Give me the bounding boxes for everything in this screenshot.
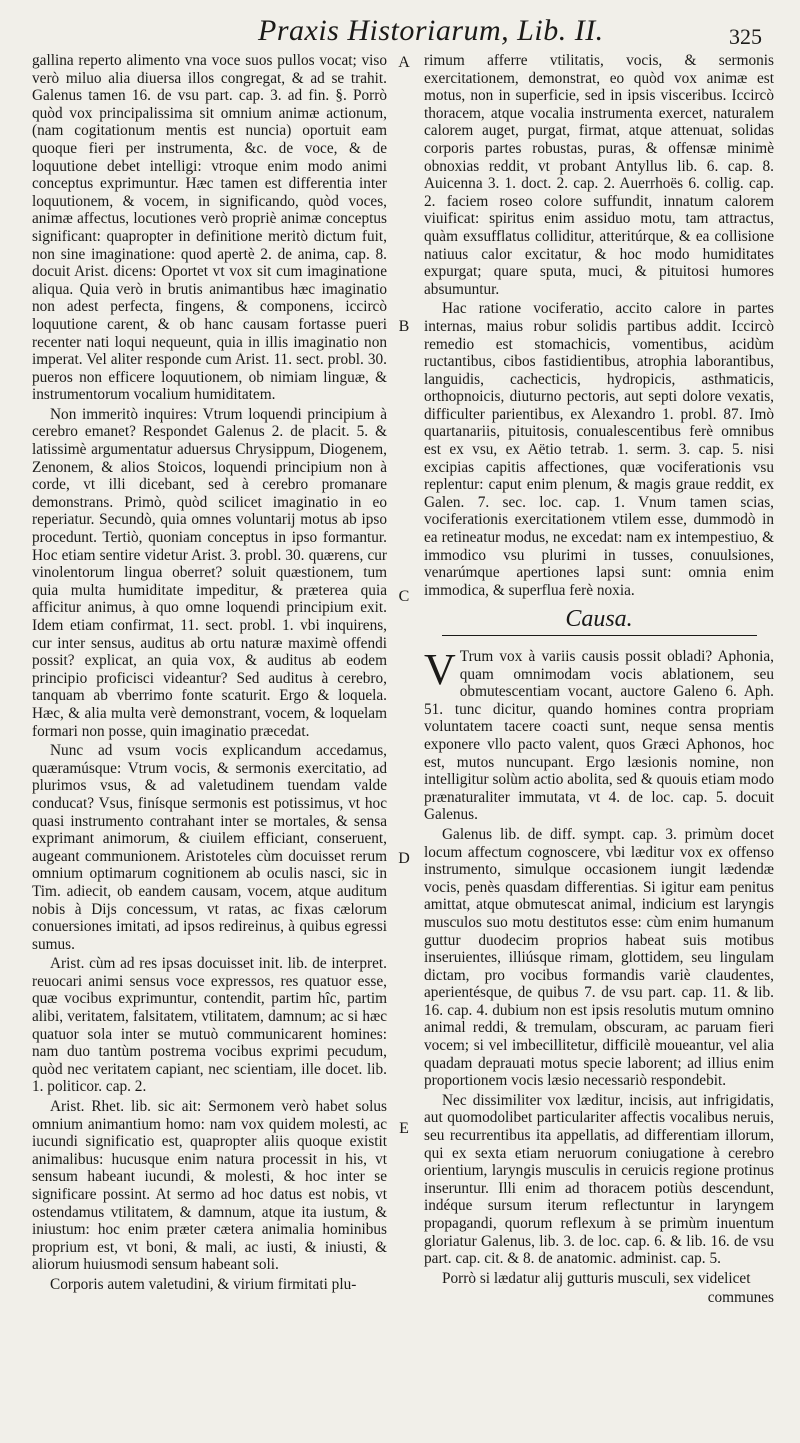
paragraph: Hac ratione vociferatio, accito calore in partes internas, maius robur solidis partibus addit. Iccircò remedio est stomachicis, vomentibus, acidùm ructantibus, cibos fastidientibus, atrophia laborantibus, languidis, cachecticis, hydropicis, asthmaticis, orthopnoicis, diuturno pectoris, aut septi dolore vexatis, difficulter parientibus, ex Alexandro 1. probl. 87. Imò quartanariis, pituitosis, conualescentibus ferè omnibus est ex vsu, ex Aëtio tetrab. 1. serm. 3. cap. 5. nisi excipias capitis affectiones, quæ vociferationis vsu replentur: caput enim plenum, & magis graue reddit, ex Galen. 7. sec. loc. cap. 1. Vnum tamen scias, vociferationis exercitationem vtilem esse, dummodò in ea retineatur modus, ne excedat: nam ex intempestiuo, & immodico vsu plurimi in tusses, conuulsiones, venarúmque apertiones lapsi sunt: omnia enim immodica, & superflua ferè noxia. xyxy=(424,300,774,599)
running-head xyxy=(0,14,800,54)
paragraph-with-dropcap xyxy=(424,645,774,824)
paragraph: gallina reperto alimento vna voce suos pullos vocat; viso verò miluo alia diuersa illos congregat, & ad se trahit. Galenus tamen 16. de vsu part. cap. 3. ad fin. §. Porrò quòd vox principalissima sit omnium animæ actionum, (nam cogitationum mentis est nuncia) oportuit eam quoque fieri per instrumenta, &c. de voce, & de loquutione debet intelligi: vtroque enim modo animi conceptus exprimuntur. Hæc tamen est differentia inter loquutionem, & vocem, in significando, quòd voces, animæ affectus, locutiones verò propriè animæ conceptus significant: quapropter in definitione meritò dictum fuit, non sine imaginatione: quod apertè 2. de anima, cap. 8. docuit Arist. dicens: Oportet vt vox sit cum imaginatione aliqua. Quia verò in brutis animantibus hæc imaginatio non adest perfecta, fingens, & componens, iccircò loquutione carent, & ob hanc causam fortasse pueri recenter nati loqui nequeunt, quia in illis imaginatio non imperat. Vel aliter responde cum Arist. 11. sect. probl. 30. pueros non efficere loquutionem, ob nimiam linguæ, & instrumentorum vocalium humiditatem. xyxy=(32,52,387,404)
drop-cap: V xyxy=(424,645,456,694)
margin-marker-c: C xyxy=(398,588,410,605)
paragraph: Porrò si lædatur alij gutturis musculi, sex videlicet xyxy=(442,1269,751,1287)
paragraph-text: Trum vox à variis causis possit obladi? Aphonia, quam omnimodam vocis ablationem, seu obmutescentiam vocant, auctore Galeno 6. Aph. 51. tunc dicitur, quando homines contra propriam voluntatem tacere coacti sunt, neque sensa mentis exponere vllo pacto valent, quos Græci Aphonos, hoc est, mutos nuncupant. Ergo læsionis nomine, non intelligitur solùm actio abolita, sed & quouis etiam modo prænaturaliter immutata, vt 4. de loc. cap. 5. docuit Galenus. xyxy=(424,648,774,824)
paragraph: Nunc ad vsum vocis explicandum accedamus, quæramúsque: Vtrum vocis, & sermonis exercitatio, ad plurimos vsus, & ad valetudinem tuendam valde conducat? Vsus, finísque sermonis est potissimus, vt hoc quasi instrumento contrahant inter se mortales, & sensa exprimant animorum, & ciuilem efficiant, conseruent, augeant communionem. Aristoteles cùm docuisset rerum omnium optimarum cognitionem ab oculis nasci, sic in Tim. adiecit, ob eandem causam, vocem, atque auditum nobis à Dijs concessum, vt ratas, ac fixas cælorum conuersiones imitati, ad ipsos redireinus, à quibus egressi sumus. xyxy=(32,742,387,953)
catchword: communes xyxy=(707,1289,774,1307)
section-heading: Causa. xyxy=(442,611,757,636)
paragraph: Corporis autem valetudini, & virium firmitati plu- xyxy=(50,1275,357,1293)
paragraph: Nec dissimiliter vox læditur, incisis, aut infrigidatis, aut quomodolibet particulariter affectis vocalibus neruis, seu recurrentibus ita appellatis, ad differentiam illorum, qui ex sexta etiam neruorum coniugatione à cerebro orientium, laryngis musculis in ceruicis regione protinus inseruntur. Illi enim ad thoracem potiùs descendunt, indéque sursum iterum reflectuntur in laryngem propagandi, quorum reflexum à se primùm inuentum gloriatur Galenus, lib. 3. de loc. cap. 6. & lib. 16. de vsu part. cap. cit. & 8. de anatomic. administ. cap. 5. xyxy=(424,1091,774,1268)
paragraph: rimum afferre vtilitatis, vocis, & sermonis exercitationem, demonstrat, eo quòd vox animæ est motus, non in superficie, sed in ipsis visceribus. Iccircò thoracem, atque vocalia instrumenta exercet, naturalem calorem auget, purgat, firmat, atque attenuat, solidas corporis partes robustas, puras, & offensæ minimè obnoxias reddit, vt probant Antyllus lib. 6. cap. 8. Auicenna 3. 1. doct. 2. cap. 2. Auerrhoës 6. collig. cap. 2. faciem roseo colore suffundit, innatum calorem viuificat: spiritus enim assiduo motu, tam attractus, quàm exsufflatus colliditur, atteritúrque, & ea collisione natiuus calor excitatur, & hoc modo humiditates expurgat; quare sputa, muci, & pituitosi humores absumuntur. xyxy=(424,52,774,298)
margin-marker-e: E xyxy=(399,1120,409,1137)
right-column xyxy=(424,52,774,1307)
left-column xyxy=(32,52,387,1294)
paragraph: Non immeritò inquires: Vtrum loquendi principium à cerebro emanet? Respondet Galenus 2. de placit. 5. & latissimè argumentatur aduersus Chrysippum, Diogenem, Zenonem, & alios Stoicos, loquendi principium non à corde, vt illi dicebant, sed à cerebro promanare demonstrans. Primò, quòd scilicet imaginatio in eo reperiatur. Secundò, quia omnes voluntarij motus ab ipso procedunt. Tertiò, quoniam conceptus in ipso formantur. Hoc etiam sentire videtur Arist. 3. probl. 30. quærens, cur vinolentorum lingua oberret? soluit quæstionem, tum quia multa humiditate impeditur, & præterea quia afficitur animus, à quo omne loquendi principium exit. Idem etiam confirmat, 11. sect. probl. 1. vbi inquirens, cur inter sensus, auditus ab ortu naturæ maximè offendi possit? explicat, an quia vox, & auditus ab eodem principio proficisci videantur? Sed auditus à cerebro, tanquam ab vberrimo fonte scaturit. Ergo & loquela. Hæc, & alia multa verè demonstrant, vocem, & loquelam formari non posse, quin imaginatio præcedat. xyxy=(32,405,387,740)
paragraph: Arist. Rhet. lib. sic ait: Sermonem verò habet solus omnium animantium homo: nam vox quidem molesti, ac iucundi significatio est, quapropter aliis quoque existit animalibus: hucusque enim natura processit in his, vt sensum habeant iucundi, & molesti, & hoc inter se significare possint. At sermo ad hoc datus est nobis, vt ostendamus vtilitatem, & damnum, atque ita iustum, & iniustum: hoc enim præter cætera animalia hominibus proprium est, vt boni, & mali, ac iusti, & iniusti, & aliorum huiusmodi sensum habeant soli. xyxy=(32,1098,387,1274)
margin-marker-b: B xyxy=(398,318,410,335)
paragraph: Arist. cùm ad res ipsas docuisset init. lib. de interpret. reuocari animi sensus voce expressos, res quatuor esse, quæ vocibus exprimuntur, contendit, partim hîc, partim alibi, veritatem, falsitatem, vtilitatem, damnum; ac si hæc quatuor sola inter se mutuò communicarent homines: nam duo tantùm postrema vocibus exprimi pecudum, quòd nec veritatem capiant, nec scientiam, ille docet. lib. 1. politicor. cap. 2. xyxy=(32,955,387,1096)
page-number: 325 xyxy=(729,24,762,49)
margin-marker-d: D xyxy=(398,850,410,867)
paragraph: Galenus lib. de diff. sympt. cap. 3. primùm docet locum affectum cognoscere, vbi læditur vox ex offenso instrumento, simulque occasionem iungit lædendæ vocis, penès quasdam differentias. Si igitur eam penitus amittat, atque obmutescat animal, indicium est laryngis musculos suo motu destitutos esse: cùm enim humanum guttur duodecim proprios habeat suis motibus inseruientes, illiúsque rimam, glottidem, seu lingulam dictam, pro vocibus formandis variè claudentes, aperientésque, de quibus 7. de vsu part. cap. 11. & lib. 16. cap. 4. dubium non est ipsis resolutis mutum omnino animal reddi, & tremulam, obscuram, ac paruam fieri vocem; si vel imbecillitetur, difficilè moueantur, vel alia quadam deprauati motus specie laborent; ad illius enim proportionem vocis læsio necessariò respondebit. xyxy=(424,825,774,1090)
running-title: Praxis Historiarum, Lib. II. xyxy=(258,14,604,47)
margin-marker-a: A xyxy=(398,54,410,71)
